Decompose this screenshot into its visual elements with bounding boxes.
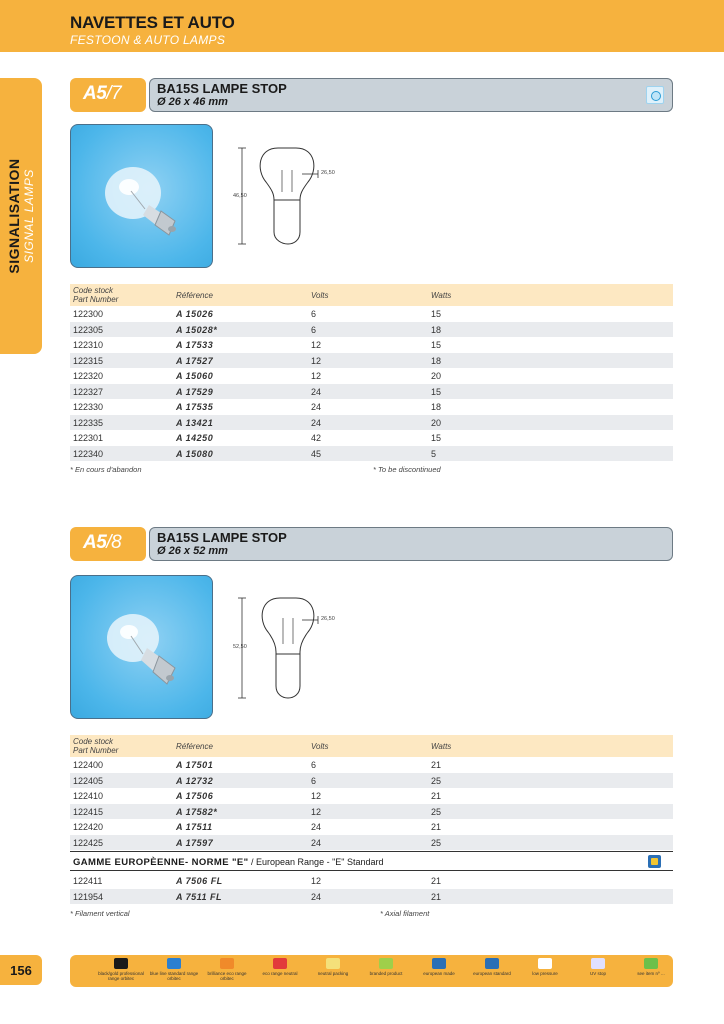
reference: A 17501 — [176, 760, 214, 770]
product-photo-2 — [70, 575, 213, 719]
european-standard-icon — [648, 855, 661, 868]
table-row — [70, 384, 673, 400]
reference: A 17527 — [176, 355, 214, 366]
col-ref: Référence — [176, 742, 213, 751]
page-number: 156 — [0, 955, 42, 985]
table-row — [70, 430, 673, 446]
branded-icon — [379, 958, 393, 969]
reference: A 17533 — [176, 340, 214, 350]
part-number: 121954 — [73, 891, 104, 902]
table-row — [70, 757, 673, 773]
header-subtitle: FESTOON & AUTO LAMPS — [70, 33, 226, 47]
dimension-height-1: 46,50 — [233, 193, 247, 199]
part-number: 122305 — [73, 324, 104, 335]
volts: 6 — [311, 760, 317, 770]
product-code-badge-2 — [70, 527, 146, 561]
reference: A 13421 — [176, 417, 214, 428]
part-number: 122400 — [73, 760, 104, 770]
code-sep: / — [106, 532, 112, 553]
legend-label: european made — [423, 971, 455, 976]
legend-label: branded product — [369, 971, 403, 976]
volts: 24 — [311, 837, 322, 848]
legend-item — [626, 958, 676, 976]
col-code: Code stock Part Number — [73, 737, 119, 755]
table-row — [70, 835, 673, 851]
reference: A 17597 — [176, 837, 214, 848]
table-row — [70, 399, 673, 415]
legend-label: european standard — [473, 971, 511, 976]
volts: 24 — [311, 386, 322, 397]
part-number: 122340 — [73, 448, 104, 459]
brilliance-icon — [220, 958, 234, 969]
part-number: 122415 — [73, 806, 104, 817]
product-table-2 — [70, 735, 673, 850]
neutral-icon — [326, 958, 340, 969]
reference: A 17506 — [176, 791, 214, 801]
legend-item — [255, 958, 305, 976]
product-title: BA15S LAMPE STOP — [157, 81, 287, 96]
legend-item — [361, 958, 411, 976]
part-number: 122335 — [73, 417, 104, 428]
table-row — [70, 804, 673, 820]
reference: A 14250 — [176, 433, 214, 443]
reference: A 17529 — [176, 386, 214, 397]
volts: 12 — [311, 371, 322, 381]
watts: 21 — [431, 791, 442, 801]
legend-bar — [70, 955, 673, 987]
volts: 24 — [311, 822, 322, 832]
volts: 6 — [311, 324, 317, 335]
watts: 15 — [431, 433, 442, 443]
part-number: 122327 — [73, 386, 104, 397]
volts: 42 — [311, 433, 322, 443]
part-number: 122300 — [73, 309, 104, 319]
reference: A 17511 — [176, 822, 213, 832]
watts: 25 — [431, 775, 442, 786]
side-tab-text — [6, 158, 36, 273]
volts: 45 — [311, 448, 322, 459]
lamp-type-icon — [646, 86, 664, 104]
volts: 24 — [311, 891, 322, 902]
legend-label: eco range neutral — [262, 971, 298, 976]
watts: 5 — [431, 448, 437, 459]
legend-item — [414, 958, 464, 976]
table-row — [70, 773, 673, 789]
legend-item — [202, 958, 252, 981]
european-range-title: GAMME EUROPÈENNE- NORME "E" / European Range - "E" Standard — [73, 857, 384, 868]
reference: A 12732 — [176, 775, 214, 786]
reference: A 15026 — [176, 309, 214, 319]
reference: A 17535 — [176, 402, 214, 412]
eco-range-icon — [273, 958, 287, 969]
part-number: 122330 — [73, 402, 104, 412]
watts: 18 — [431, 324, 442, 335]
watts: 15 — [431, 340, 442, 350]
table-row — [70, 306, 673, 322]
product-size: Ø 26 x 52 mm — [157, 545, 228, 557]
product-code-badge — [70, 78, 146, 112]
reference: A 7511 FL — [176, 891, 223, 902]
part-number: 122301 — [73, 433, 104, 443]
product-title-bar-2 — [149, 527, 673, 561]
product-title-bar — [149, 78, 673, 112]
european-standard-icon — [485, 958, 499, 969]
table-row — [70, 415, 673, 431]
watts: 25 — [431, 806, 442, 817]
dimension-width-2: 26,50 — [321, 616, 335, 622]
table-header — [70, 735, 673, 757]
legend-label: neutral packing — [317, 971, 349, 976]
reference: A 15060 — [176, 371, 214, 381]
low-pressure-icon — [538, 958, 552, 969]
legend-item — [573, 958, 623, 976]
volts: 12 — [311, 876, 322, 886]
side-tab-title: SIGNALISATION — [6, 158, 22, 274]
footnote-fr-2: * Filament vertical — [70, 909, 130, 918]
volts: 6 — [311, 775, 317, 786]
volts: 24 — [311, 402, 322, 412]
col-watts: Watts — [431, 291, 452, 300]
watts: 20 — [431, 417, 442, 428]
table-header — [70, 284, 673, 306]
watts: 18 — [431, 355, 442, 366]
watts: 21 — [431, 822, 442, 832]
volts: 12 — [311, 340, 322, 350]
watts: 20 — [431, 371, 442, 381]
footnote-fr-1: * En cours d'abandon — [70, 465, 142, 474]
part-number: 122405 — [73, 775, 104, 786]
volts: 12 — [311, 791, 322, 801]
volts: 6 — [311, 309, 317, 319]
watts: 15 — [431, 309, 442, 319]
col-code: Code stock Part Number — [73, 286, 119, 304]
volts: 12 — [311, 355, 322, 366]
watts: 18 — [431, 402, 442, 412]
product-table-euro — [70, 873, 673, 904]
col-ref: Référence — [176, 291, 213, 300]
watts: 21 — [431, 760, 442, 770]
table-row — [70, 819, 673, 835]
table-row — [70, 337, 673, 353]
product-table-1 — [70, 284, 673, 461]
code-num: 8 — [111, 532, 122, 553]
volts: 24 — [311, 417, 322, 428]
col-watts: Watts — [431, 742, 452, 751]
footnote-en-2: * Axial filament — [380, 909, 430, 918]
product-photo — [70, 124, 213, 268]
blue-line-icon — [167, 958, 181, 969]
european-icon — [432, 958, 446, 969]
legend-label: see item nº ... — [637, 971, 665, 976]
bulb-outline-icon — [236, 140, 356, 255]
table-row — [70, 446, 673, 462]
col-volts: Volts — [311, 291, 329, 300]
part-number: 122320 — [73, 371, 104, 381]
product-title: BA15S LAMPE STOP — [157, 530, 287, 545]
bulb-photo-icon — [71, 576, 213, 719]
dimension-width-1: 26,50 — [321, 170, 335, 176]
bulb-outline-icon — [236, 592, 356, 704]
legend-label: blue line standard range orbitec — [149, 971, 199, 981]
part-number: 122411 — [73, 876, 103, 886]
reference: A 15080 — [176, 448, 214, 459]
legend-item — [520, 958, 570, 976]
dimension-height-2: 52,50 — [233, 644, 247, 650]
legend-item — [467, 958, 517, 976]
part-number: 122310 — [73, 340, 104, 350]
code-prefix: A5 — [83, 83, 107, 104]
reference: A 7506 FL — [176, 876, 223, 886]
watts: 25 — [431, 837, 442, 848]
code-num: 7 — [111, 83, 122, 104]
part-number: 122425 — [73, 837, 104, 848]
table-row — [70, 368, 673, 384]
code-sep: / — [106, 83, 112, 104]
watts: 15 — [431, 386, 442, 397]
code-prefix: A5 — [83, 532, 107, 553]
col-volts: Volts — [311, 742, 329, 751]
uv-stop-icon — [591, 958, 605, 969]
header-band — [0, 0, 724, 52]
reference: A 17582* — [176, 806, 218, 817]
product-size: Ø 26 x 46 mm — [157, 96, 228, 108]
side-tab-subtitle: SIGNAL LAMPS — [22, 169, 36, 263]
part-number: 122315 — [73, 355, 104, 366]
table-row — [70, 353, 673, 369]
legend-label: black/gold professional range orbitec — [98, 971, 144, 981]
reference: A 15028* — [176, 324, 218, 335]
table-row — [70, 322, 673, 338]
legend-item — [96, 958, 146, 981]
part-number: 122410 — [73, 791, 104, 801]
table-row — [70, 889, 673, 905]
table-row — [70, 873, 673, 889]
part-number: 122420 — [73, 822, 104, 832]
see-item-icon — [644, 958, 658, 969]
legend-label: brilliance eco range orbitec — [207, 971, 247, 981]
table-row — [70, 788, 673, 804]
footnote-en-1: * To be discontinued — [373, 465, 441, 474]
black-gold-icon — [114, 958, 128, 969]
legend-item — [308, 958, 358, 976]
legend-label: UV stop — [589, 971, 606, 976]
legend-label: low pressure — [532, 971, 558, 976]
bulb-photo-icon — [71, 125, 213, 268]
volts: 12 — [311, 806, 322, 817]
watts: 21 — [431, 876, 442, 886]
european-range-bar — [70, 851, 673, 871]
legend-item — [149, 958, 199, 981]
header-title: NAVETTES ET AUTO — [70, 13, 235, 32]
watts: 21 — [431, 891, 442, 902]
